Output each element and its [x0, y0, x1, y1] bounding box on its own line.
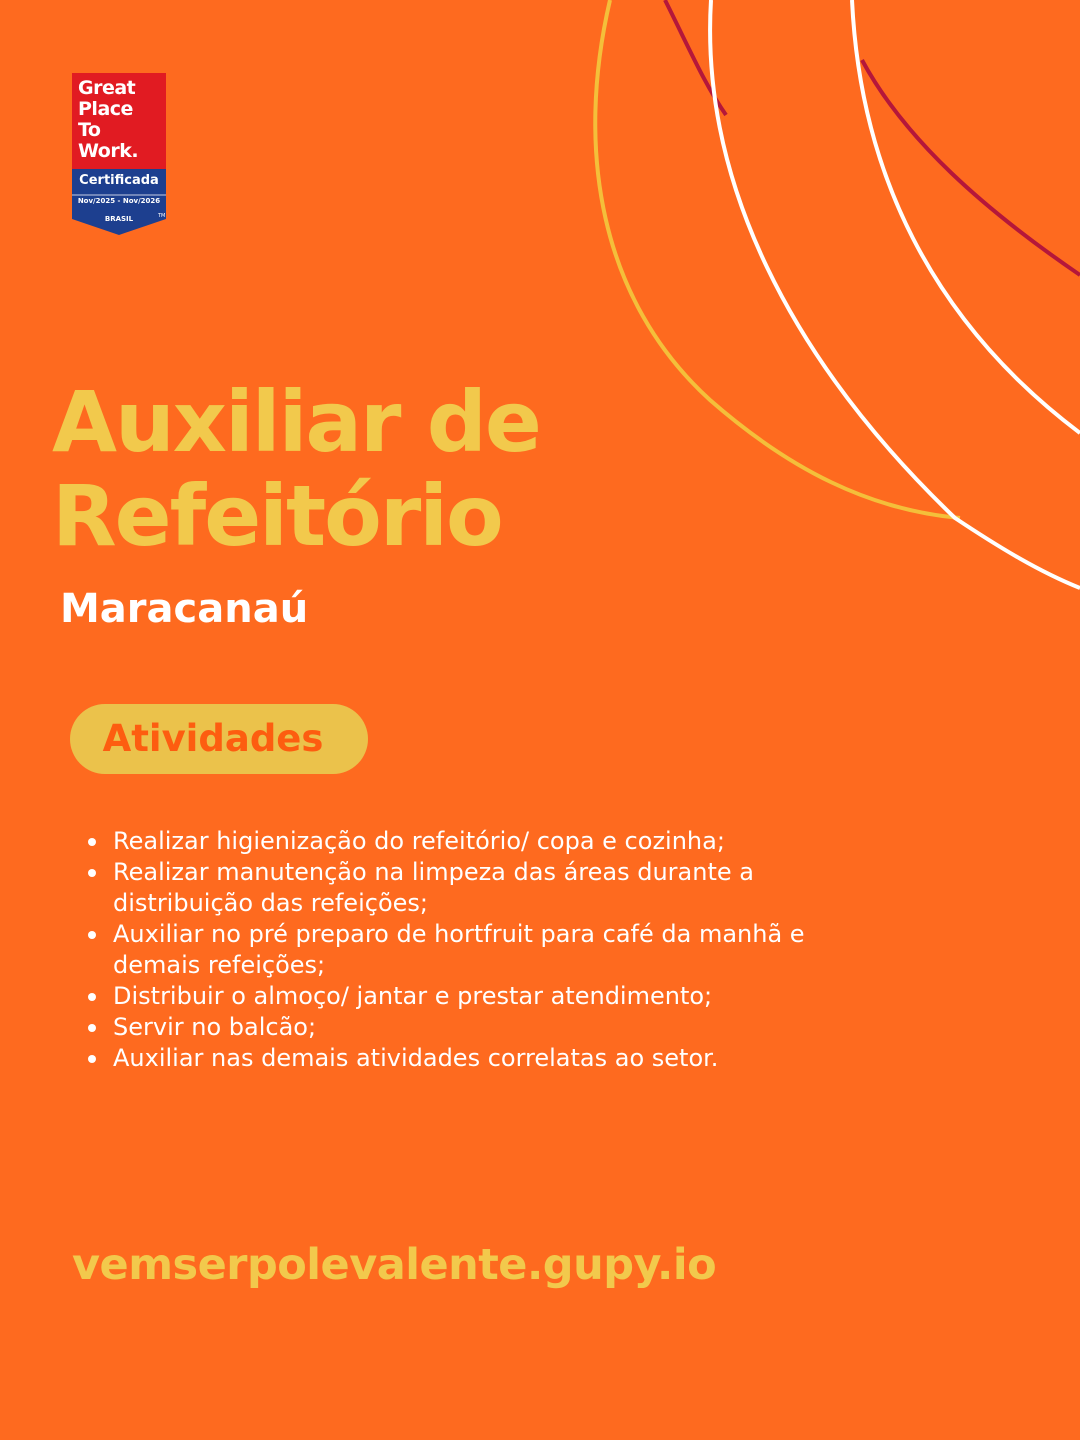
badge-line-3: To	[78, 119, 101, 141]
arc-yellow	[595, 0, 960, 518]
activity-text: Realizar higienização do refeitório/ copa e cozinha;	[113, 827, 725, 855]
activity-item	[84, 981, 884, 1012]
arc-crimson	[665, 0, 726, 115]
badge-certification: Certificada	[79, 173, 159, 188]
activity-item	[84, 1043, 884, 1074]
activities-list	[84, 826, 884, 1074]
application-url-link[interactable]: vemserpolevalente.gupy.io	[72, 1240, 717, 1290]
badge-validity: Nov/2025 - Nov/2026	[77, 197, 161, 205]
job-title: Auxiliar de Refeitório	[52, 373, 540, 565]
activity-text: Servir no balcão;	[113, 1013, 317, 1041]
bullet-icon	[88, 1024, 96, 1032]
activity-item	[84, 826, 884, 857]
badge-line-4: Work.	[78, 140, 139, 162]
activity-text: Auxiliar no pré preparo de hortfruit para café da manhã e demais refeições;	[113, 920, 805, 979]
activities-section-label: Atividades	[102, 717, 324, 760]
arc-crimson-lower	[862, 60, 1080, 275]
activity-item	[84, 919, 884, 981]
bullet-icon	[88, 838, 96, 846]
badge-line-2: Place	[78, 98, 133, 120]
arc-white-inner	[710, 0, 1080, 588]
activity-text: Auxiliar nas demais atividades correlatas ao setor.	[113, 1044, 719, 1072]
badge-line-1: Great	[78, 77, 136, 99]
job-location: Maracanaú	[60, 586, 309, 632]
activities-section-pill	[70, 704, 368, 774]
arc-white-outer	[852, 0, 1080, 433]
badge-trademark: TM	[158, 213, 166, 219]
activity-item	[84, 857, 884, 919]
great-place-to-work-badge	[72, 73, 168, 237]
activity-text: Realizar manutenção na limpeza das áreas durante a distribuição das refeições;	[113, 858, 754, 917]
bullet-icon	[88, 1055, 96, 1063]
activity-text: Distribuir o almoço/ jantar e prestar atendimento;	[113, 982, 713, 1010]
badge-country: BRASIL	[104, 215, 134, 223]
bullet-icon	[88, 869, 96, 877]
bullet-icon	[88, 931, 96, 939]
activity-item	[84, 1012, 884, 1043]
bullet-icon	[88, 993, 96, 1001]
